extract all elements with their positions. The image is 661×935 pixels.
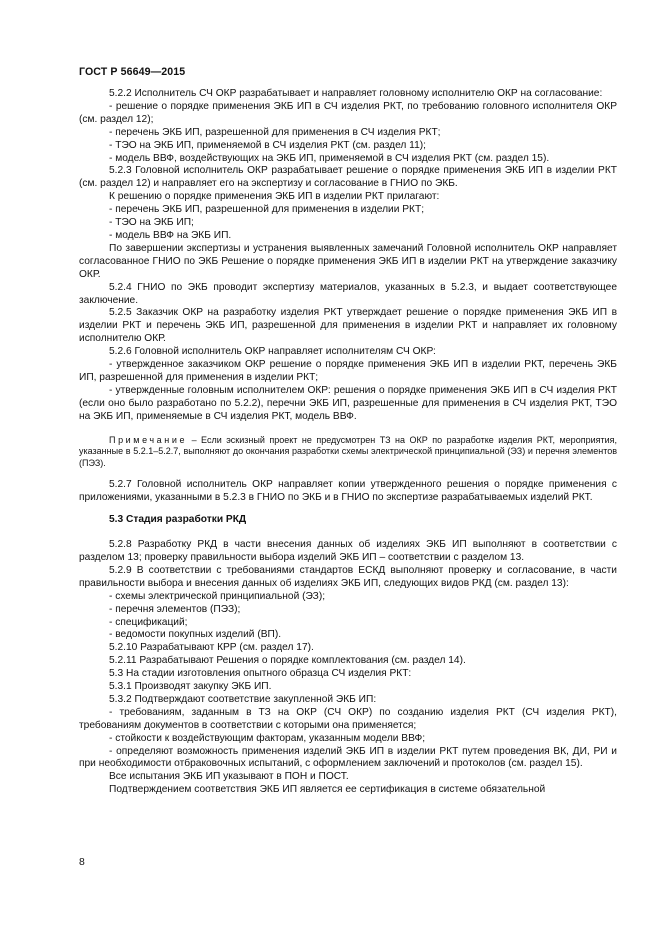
note [79,435,617,470]
list-item: - спецификаций; [109,616,188,628]
paragraph-5-2-4: 5.2.4 ГНИО по ЭКБ проводит экспертизу материалов, указанных в 5.2.3, и выдает соответствующее заключение. [79,281,617,306]
page-number: 8 [79,857,85,868]
list-item: - модель ВВФ на ЭКБ ИП. [109,229,232,241]
paragraph-5-2-5: 5.2.5 Заказчик ОКР на разработку изделия РКТ утверждает решение о порядке применения ЭКБ ИП в изделии РКТ и перечень ЭКБ ИП, разрешенной для применения в изделии РКТ и направляет их головному исполнителю ОКР. [79,307,617,345]
list-item: - перечня элементов (ПЭЗ); [109,603,241,615]
standard-designation: ГОСТ Р 56649—2015 [79,66,186,78]
paragraph: По завершении экспертизы и устранения выявленных замечаний Головной исполнитель ОКР направляет согласованное ГНИО по ЭКБ Решение о порядке применения ЭКБ ИП в изделии РКТ на утверждение заказчику ОКР. [79,242,617,280]
paragraph-5-2-7: 5.2.7 Головной исполнитель ОКР направляет копии утвержденного решения о порядке применения с приложениями, указанными в 5.2.3 в ГНИО по ЭКБ и в ГНИО по экспертизе разрабатываемых изделий РКТ. [79,479,617,504]
paragraph-5-2-6: 5.2.6 Головной исполнитель ОКР направляет исполнителям СЧ ОКР: [109,346,436,358]
paragraph: К решению о порядке применения ЭКБ ИП в изделии РКТ прилагают: [109,191,440,203]
paragraph: Подтверждением соответствия ЭКБ ИП является ее сертификация в системе обязательной [109,784,546,796]
list-item: - определяют возможность применения изделий ЭКБ ИП в изделии РКТ путем проведения ВК, ДИ, РИ и при необходимости отбраковочных испытаний, с оформлением заключений и протоколов (см. раздел 15). [79,745,617,770]
list-item: - ведомости покупных изделий (ВП). [109,629,282,641]
list-item: - решение о порядке применения ЭКБ ИП в СЧ изделия РКТ, по требованию головного исполнителя ОКР (см. раздел 12); [79,100,617,125]
note-text: – Если эскизный проект не предусмотрен ТЗ на ОКР по разработке изделия РКТ, мероприятия, указанные в 5.2.1–5.2.7, выполняют до окончания разработки схемы электрической принципиальной (ЭЗ) и перечня элементов (ПЭЗ). [79,434,617,468]
paragraph-5-2-9: 5.2.9 В соответствии с требованиями стандартов ЕСКД выполняют проверку и согласование, в части правильности выбора и внесения данных об изделиях ЭКБ ИП, следующих видов РКД (см. раздел 13): [79,564,617,589]
section-heading: 5.3 Стадия разработки РКД [109,514,247,526]
paragraph-5-3-1: 5.3.1 Производят закупку ЭКБ ИП. [109,681,272,693]
list-item: - ТЭО на ЭКБ ИП, применяемой в СЧ изделия РКТ (см. раздел 11); [109,139,426,151]
paragraph-5-2-11: 5.2.11 Разрабатывают Решения о порядке комплектования (см. раздел 14). [109,655,466,667]
list-item: - ТЭО на ЭКБ ИП; [109,217,194,229]
list-item: - перечень ЭКБ ИП, разрешенной для применения в СЧ изделия РКТ; [109,126,441,138]
paragraph: Все испытания ЭКБ ИП указывают в ПОН и ПОСТ. [109,771,349,783]
list-item: - схемы электрической принципиальной (ЭЗ); [109,590,326,602]
note-label: Примечание [109,434,188,445]
list-item: - утвержденное заказчиком ОКР решение о порядке применения ЭКБ ИП в изделии РКТ, перечень ЭКБ ИП, разрешенной для применения в изделии РКТ; [79,359,617,383]
list-item: - утвержденные головным исполнителем ОКР: решения о порядке применения ЭКБ ИП в СЧ изделия РКТ (если оно было разработано по 5.2.2), перечни ЭКБ ИП, разрешенные для применения в СЧ изделия РКТ, ТЭО на ЭКБ ИП, применяемые в СЧ изделия РКТ, модель ВВФ. [79,384,617,422]
paragraph-5-2-3: 5.2.3 Головной исполнитель ОКР разрабатывает решение о порядке применения ЭКБ ИП в изделии РКТ (см. раздел 12) и направляет его на экспертизу и согласование в ГНИО по ЭКБ. [79,165,617,190]
list-item: - стойкости к воздействующим факторам, указанным модели ВВФ; [109,732,426,744]
paragraph-5-2-2: 5.2.2 Исполнитель СЧ ОКР разрабатывает и направляет головному исполнителю ОКР на согласование: [109,88,603,99]
list-item: - требованиям, заданным в ТЗ на ОКР (СЧ ОКР) по созданию изделия РКТ (СЧ изделия РКТ), требованиям документов в соответствии с которыми она применяется; [79,706,617,731]
list-item: - перечень ЭКБ ИП, разрешенной для применения в изделии РКТ; [109,204,425,216]
paragraph-5-3-2: 5.3.2 Подтверждают соответствие закупленной ЭКБ ИП: [109,693,377,705]
paragraph-5-2-8: 5.2.8 Разработку РКД в части внесения данных об изделиях ЭКБ ИП выполняют в соответствии с разделом 13; проверку правильности выбора изделий ЭКБ ИП – соответствии с разделом 13. [79,539,617,563]
document-body [79,88,617,797]
paragraph-5-3: 5.3 На стадии изготовления опытного образца СЧ изделия РКТ: [109,668,412,680]
paragraph-5-2-10: 5.2.10 Разрабатывают КРР (см. раздел 17). [109,642,314,654]
list-item: - модель ВВФ, воздействующих на ЭКБ ИП, применяемой в СЧ изделия РКТ (см. раздел 15). [109,152,550,164]
